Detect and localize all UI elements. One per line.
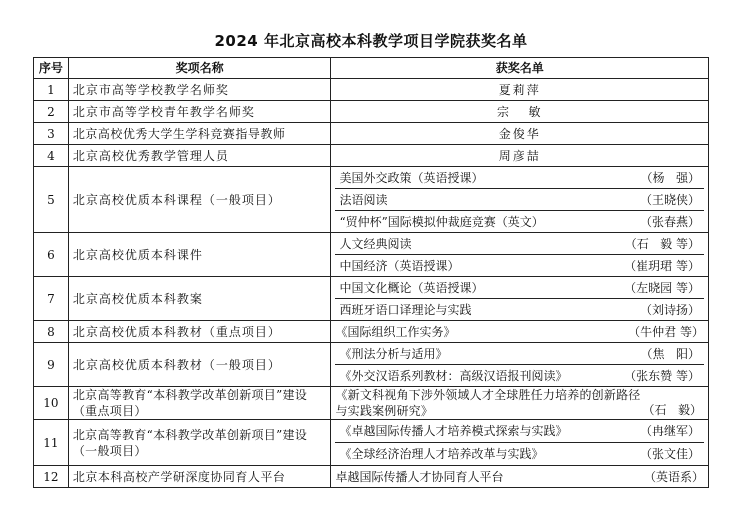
winner-entry (335, 167, 704, 189)
row-number: 9 (34, 343, 69, 387)
winners-cell (331, 387, 709, 420)
award-name: 北京市高等学校青年教学名师奖 (68, 101, 331, 123)
award-name: 北京高校优质本科教材（重点项目） (68, 321, 331, 343)
header-winners: 获奖名单 (331, 58, 709, 79)
row-number: 7 (34, 277, 69, 321)
winner-person: （焦 阳） (640, 346, 700, 361)
winner-entry (335, 443, 704, 465)
winner-person: （王晓侠） (639, 192, 700, 207)
table-row (34, 277, 709, 321)
award-name: 北京市高等学校教学名师奖 (68, 79, 331, 101)
table-header-row (34, 58, 709, 79)
award-name: 北京高校优质本科教材（一般项目） (68, 343, 331, 387)
project-title: 法语阅读 (339, 192, 388, 207)
winner-person: （牛仲君 等） (628, 324, 704, 339)
header-no: 序号 (34, 58, 69, 79)
project-title: 美国外交政策（英语授课） (339, 170, 484, 185)
table-row (34, 387, 709, 420)
table-row (34, 79, 709, 101)
award-name: 北京高等教育“本科教学改革创新项目”建设（一般项目） (68, 420, 331, 466)
row-number: 6 (34, 233, 69, 277)
project-title: 西班牙语口译理论与实践 (339, 302, 472, 317)
winners-cell (331, 277, 709, 321)
table-row (34, 145, 709, 167)
award-name: 北京高校优质本科课件 (68, 233, 331, 277)
row-number: 3 (34, 123, 69, 145)
winners-cell (331, 343, 709, 387)
winner-person: （英语系） (643, 469, 704, 484)
project-title: “贸仲杯”国际模拟仲裁庭竞赛（英文） (339, 214, 544, 229)
table-row (34, 420, 709, 466)
winner-entry (335, 255, 704, 276)
winner-entry (335, 189, 704, 211)
row-number: 1 (34, 79, 69, 101)
winner-person: （崔玥珺 等） (624, 258, 700, 273)
project-title: 中国文化概论（英语授课） (339, 280, 484, 295)
winner-name: 夏莉萍 (331, 79, 709, 101)
winner-person: （张东赞 等） (624, 368, 700, 383)
winner-person: （张文佳） (639, 447, 700, 461)
winner-person: （石 毅） (642, 403, 702, 417)
winner-person: （刘诗扬） (639, 302, 700, 317)
table-row (34, 233, 709, 277)
row-number: 8 (34, 321, 69, 343)
table-row (34, 167, 709, 233)
page-title: 2024 年北京高校本科教学项目学院获奖名单 (214, 32, 528, 50)
winner-entry (335, 343, 704, 365)
table-row (34, 123, 709, 145)
table-row (34, 466, 709, 488)
award-name: 北京高校优秀大学生学科竞赛指导教师 (68, 123, 331, 145)
awards-table (33, 57, 709, 488)
award-name: 北京高校优质本科课程（一般项目） (68, 167, 331, 233)
winner-person: （冉继军） (639, 424, 700, 438)
row-number: 5 (34, 167, 69, 233)
project-title: 《新文科视角下涉外领域人才全球胜任力培养的创新路径与实践案例研究》 (335, 388, 641, 418)
winner-name: 周彦喆 (331, 145, 709, 167)
project-title: 人文经典阅读 (339, 236, 412, 251)
award-name: 北京高校优秀教学管理人员 (68, 145, 331, 167)
winners-cell (331, 420, 709, 466)
winner-entry (335, 365, 704, 386)
table-row (34, 321, 709, 343)
winner-name: 宗 敏 (331, 101, 709, 123)
award-name: 北京高等教育“本科教学改革创新项目”建设（重点项目） (68, 387, 331, 420)
winner-entry (335, 277, 704, 299)
winners-cell (331, 167, 709, 233)
project-title: 卓越国际传播人才协同育人平台 (335, 469, 504, 484)
winner-name: 金俊华 (331, 123, 709, 145)
award-name: 北京本科高校产学研深度协同育人平台 (68, 466, 331, 488)
winner-entry (335, 211, 704, 232)
project-title: 《卓越国际传播人才培养模式探索与实践》 (339, 424, 568, 438)
project-title: 《刑法分析与适用》 (339, 346, 448, 361)
winner-person: （杨 强） (640, 170, 700, 185)
winner-person: （左晓园 等） (624, 280, 700, 295)
header-award: 奖项名称 (68, 58, 331, 79)
row-number: 11 (34, 420, 69, 466)
award-name: 北京高校优质本科教案 (68, 277, 331, 321)
project-title: 中国经济（英语授课） (339, 258, 460, 273)
row-number: 10 (34, 387, 69, 420)
table-row (34, 101, 709, 123)
winner-person: （石 毅 等） (624, 236, 700, 251)
winner-entry (335, 420, 704, 443)
winner-entry (335, 299, 704, 320)
project-title: 《全球经济治理人才培养改革与实践》 (339, 447, 544, 461)
table-row (34, 343, 709, 387)
winner-entry (335, 233, 704, 255)
row-number: 4 (34, 145, 69, 167)
winners-cell (331, 466, 709, 488)
winners-cell (331, 321, 709, 343)
project-title: 《外交汉语系列教材：高级汉语报刊阅读》 (339, 368, 568, 383)
winners-cell (331, 233, 709, 277)
row-number: 12 (34, 466, 69, 488)
row-number: 2 (34, 101, 69, 123)
project-title: 《国际组织工作实务》 (335, 324, 456, 339)
winner-person: （张春燕） (639, 214, 700, 229)
